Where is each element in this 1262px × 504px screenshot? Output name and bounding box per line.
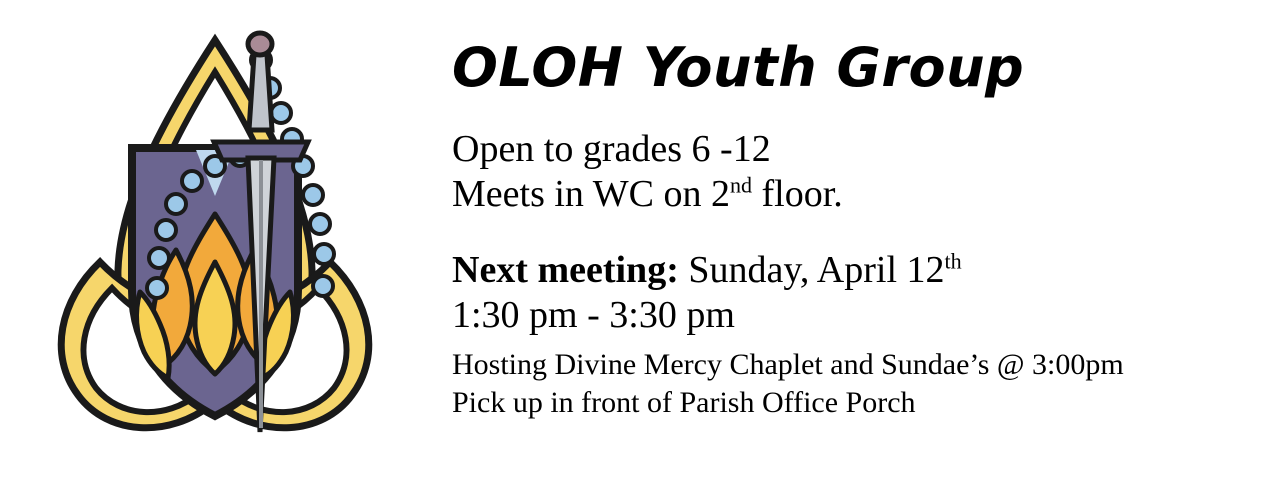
next-meeting-date: Sunday, April 12: [678, 249, 945, 292]
next-meeting-line: [452, 248, 1262, 293]
flyer-text-content: [430, 0, 1262, 422]
next-meeting-ordinal-suffix: th: [944, 248, 962, 274]
text-spacer: [452, 216, 1262, 248]
emblem-graphic: [0, 0, 430, 504]
meeting-details: [452, 346, 1262, 422]
meets-text-pre: Meets in WC on 2: [452, 172, 730, 215]
detail-line-pickup: Pick up in front of Parish Office Porch: [452, 385, 916, 419]
meeting-time-line: 1:30 pm - 3:30 pm: [452, 294, 735, 337]
meets-ordinal-suffix: nd: [729, 171, 752, 197]
next-meeting-label: Next meeting:: [452, 249, 679, 292]
shield-sword-trinity-icon: [0, 0, 430, 504]
grades-line: Open to grades 6 -12: [452, 127, 771, 170]
page-title: OLOH Youth Group: [452, 36, 1025, 99]
detail-line-hosting: Hosting Divine Mercy Chaplet and Sundae’s @ 3:00pm: [452, 348, 1124, 381]
meets-text-post: floor.: [751, 172, 843, 215]
meeting-location-line: [452, 172, 1262, 217]
